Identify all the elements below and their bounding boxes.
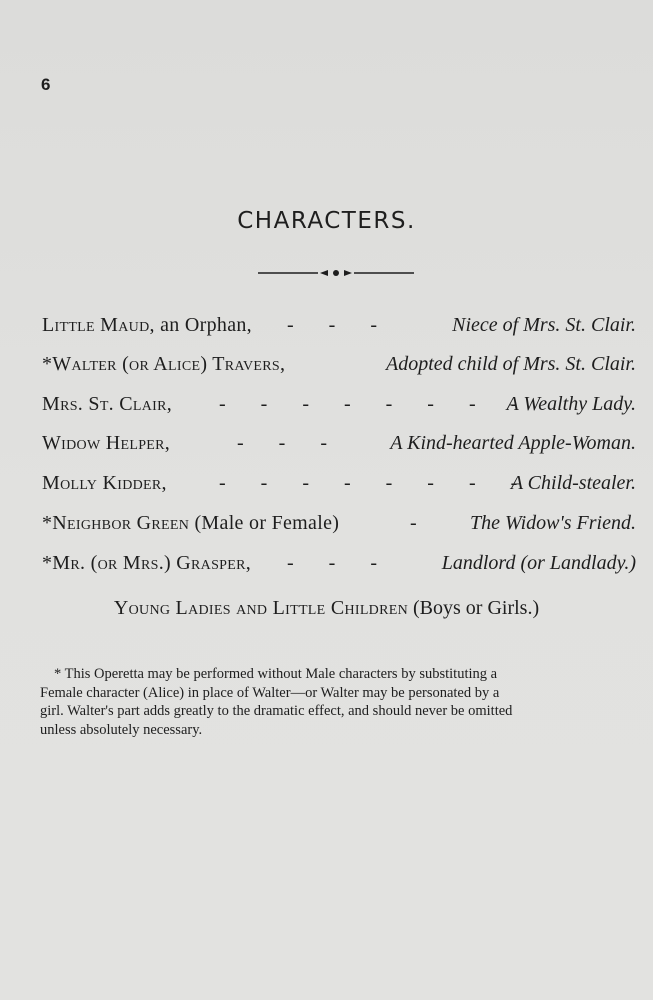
- extras-line: [0, 597, 653, 620]
- cast-row: [42, 432, 636, 462]
- ornament-divider: [258, 268, 414, 278]
- role-description: Adopted child of Mrs. St. Clair.: [386, 353, 636, 375]
- role-description: The Widow's Friend.: [470, 512, 636, 534]
- page-number: 6: [41, 75, 51, 94]
- footnote: [40, 665, 640, 739]
- cast-row: [42, 353, 636, 383]
- page-title: CHARACTERS.: [237, 208, 416, 234]
- role-description: Niece of Mrs. St. Clair.: [452, 314, 636, 336]
- dot-leader: - - -: [287, 552, 392, 574]
- dot-leader: - - -: [237, 432, 342, 454]
- role-name: *Mr. (or Mrs.) Grasper,: [42, 552, 252, 574]
- role-name: Little Maud, an Orphan,: [42, 314, 252, 336]
- cast-row: [42, 512, 636, 542]
- footnote-line: girl. Walter's part adds greatly to the dramatic effect, and should never be omitted: [40, 703, 513, 719]
- role-description: Landlord (or Landlady.): [441, 552, 636, 574]
- dot-leader: - - -: [287, 314, 392, 336]
- role-name: *Walter (or Alice) Travers,: [42, 353, 286, 375]
- extras-note: (Boys or Girls.): [408, 597, 540, 619]
- role-description: A Wealthy Lady.: [506, 393, 636, 415]
- role-name: *Neighbor Green (Male or Female): [42, 512, 340, 534]
- footnote-line: * This Operetta may be performed without Male characters by substituting a: [54, 666, 498, 682]
- dot-leader: - - - - - - - -: [219, 393, 533, 415]
- cast-row: [42, 472, 636, 502]
- role-name: Widow Helper,: [42, 432, 171, 454]
- cast-row: [42, 314, 636, 344]
- footnote-line: Female character (Alice) in place of Walter—or Walter may be personated by a: [40, 684, 500, 701]
- role-description: A Child-stealer.: [510, 472, 636, 494]
- footnote-line: unless absolutely necessary.: [40, 721, 203, 738]
- role-description: A Kind-hearted Apple-Woman.: [390, 432, 636, 454]
- role-name: Molly Kidder,: [42, 472, 167, 494]
- dot-leader: - - - - - - - -: [219, 472, 533, 494]
- cast-row: [42, 552, 636, 582]
- dot-leader: -: [410, 512, 432, 534]
- extras-label: Young Ladies and Little Children: [113, 597, 408, 619]
- role-name: Mrs. St. Clair,: [42, 393, 173, 415]
- cast-row: [42, 393, 636, 423]
